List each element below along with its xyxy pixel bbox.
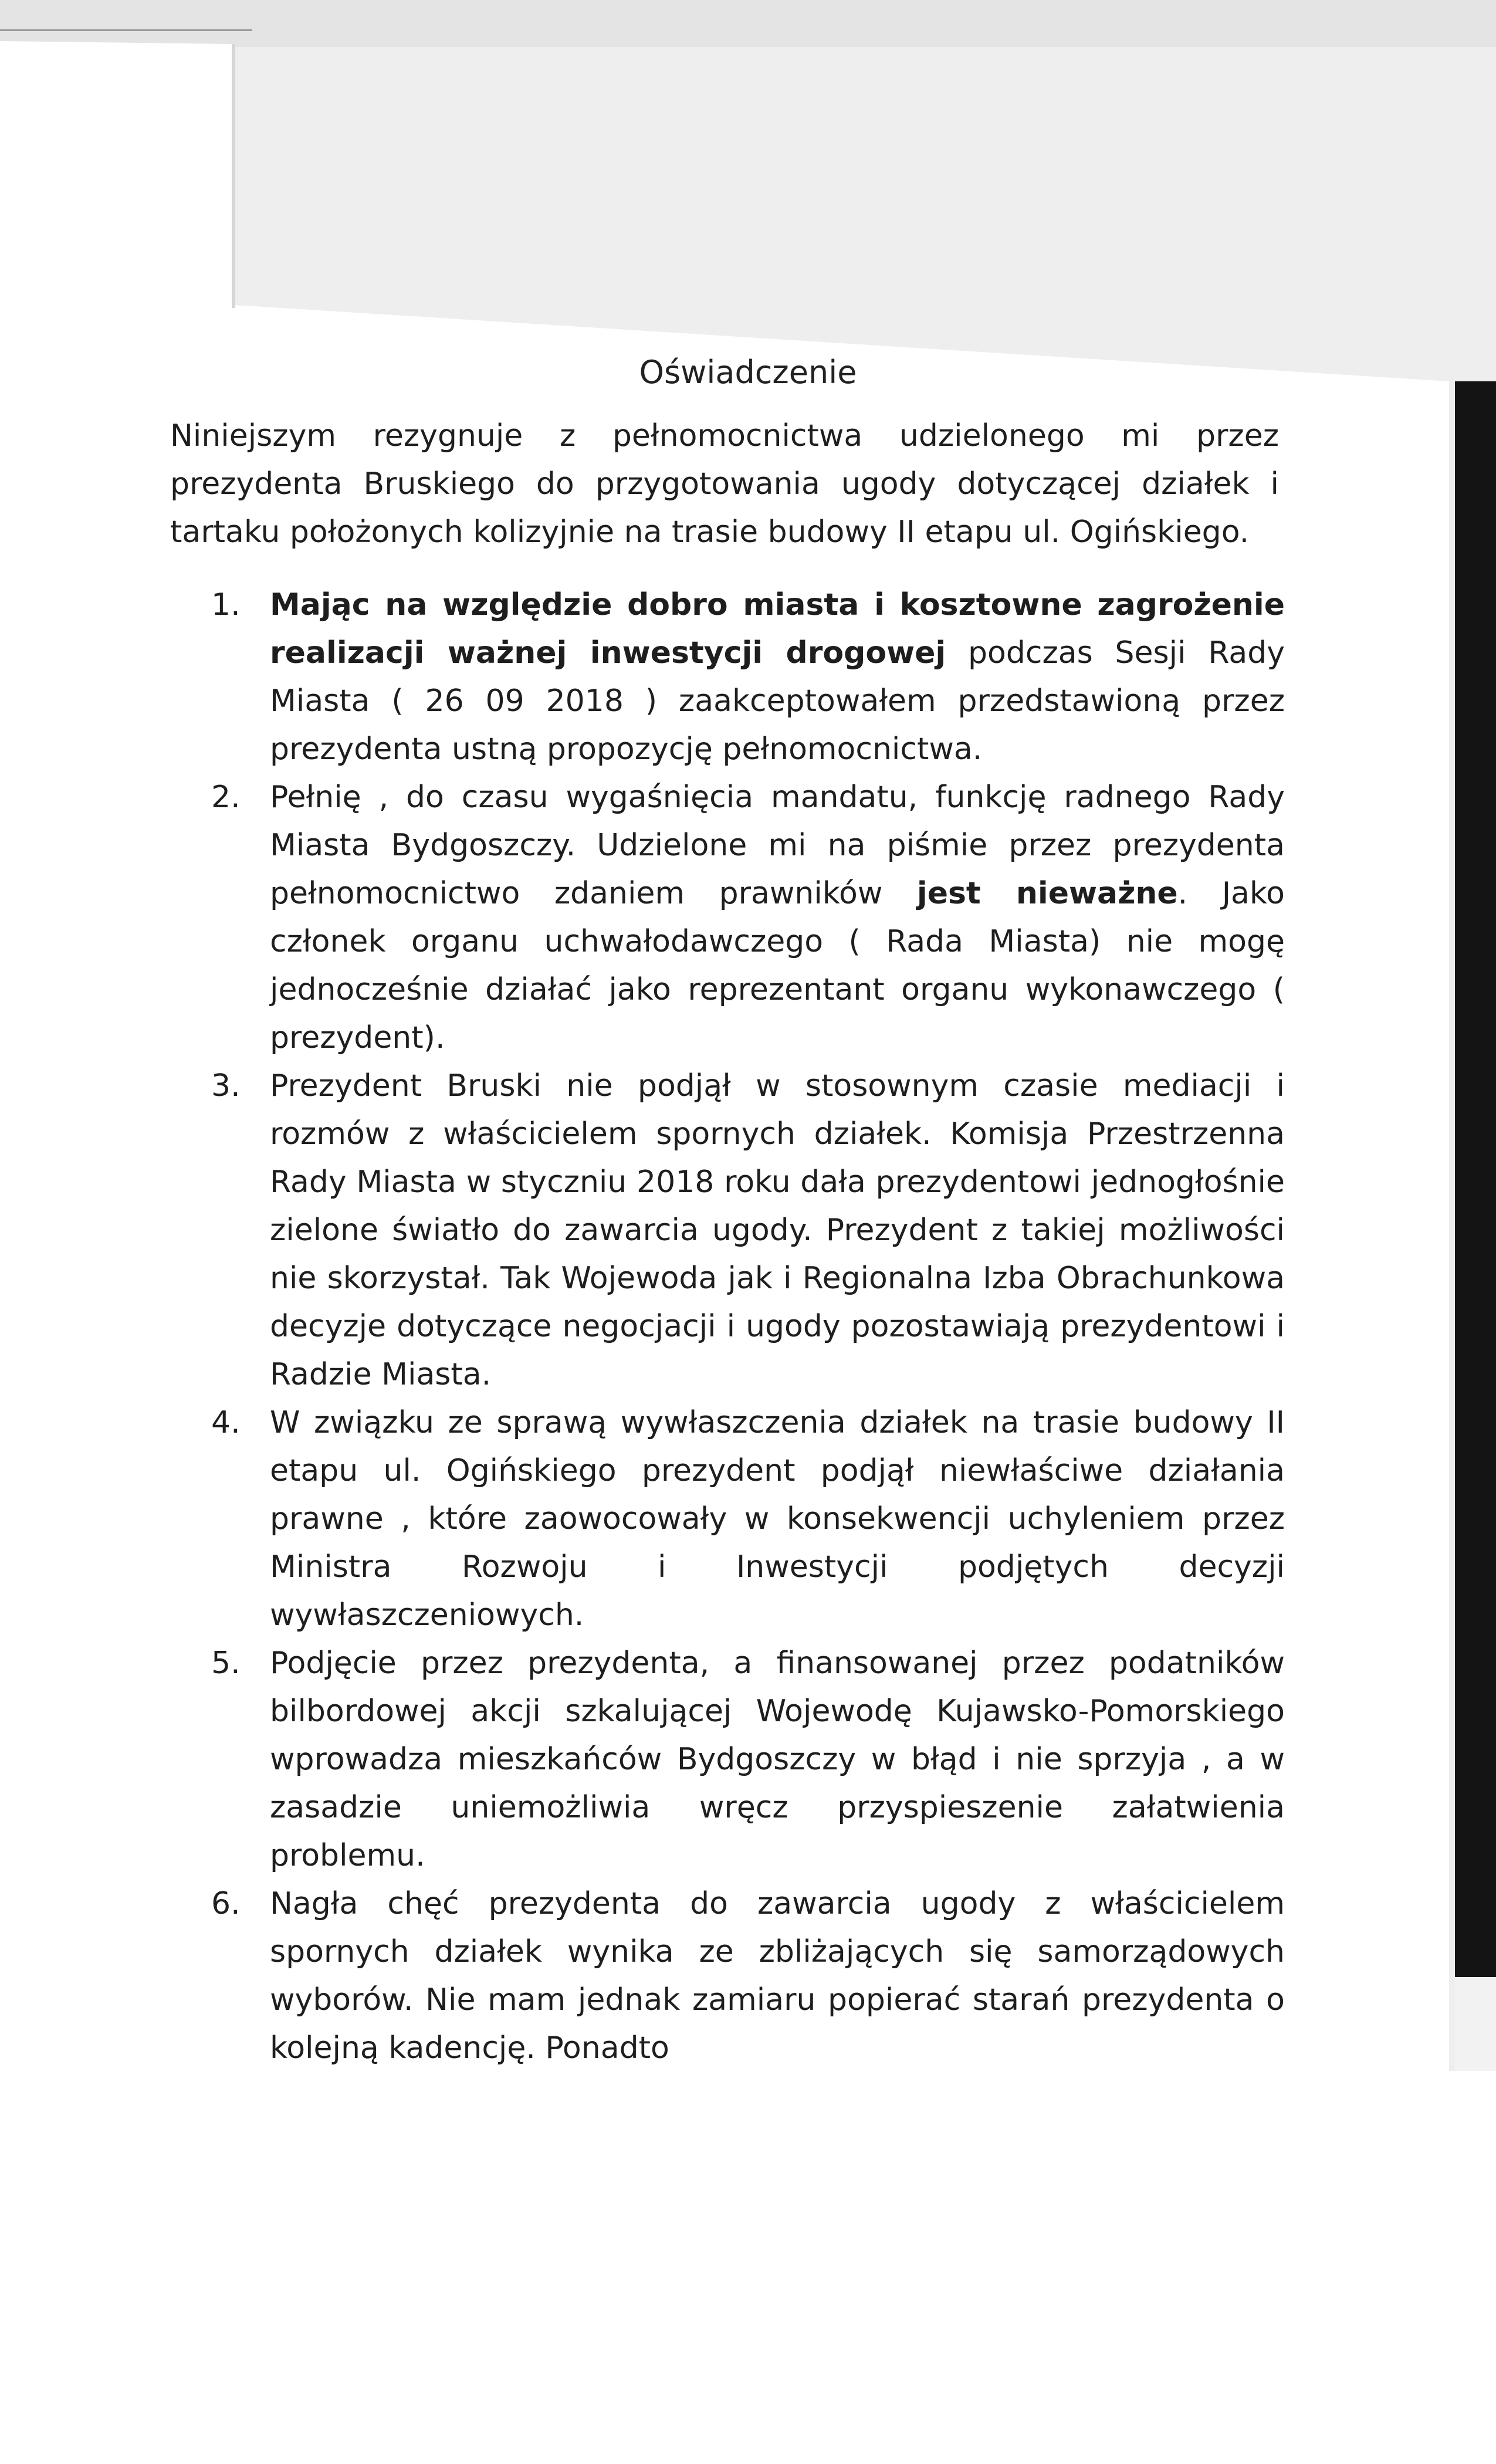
item-text: W związku ze sprawą wywłaszczenia działek na trasie budowy II etapu ul. Ogińskiego prezydent podjął niewłaściwe działania prawne , które zaowocowały w konsekwencji uchyleniem przez Ministra Rozwoju i Inwestycji podjętych decyzji wywłaszczeniowych. xyxy=(270,1405,1285,1633)
item-bold-text: Mając na względzie dobro miasta i kosztowne zagrożenie realizacji ważnej inwestycji drogowej xyxy=(270,587,1285,671)
scan-right-border xyxy=(1455,381,1496,2071)
item-number: 2. xyxy=(211,780,241,815)
scan-right-border-gap xyxy=(1455,1977,1496,2071)
paper-fold-edge xyxy=(232,44,235,308)
item-number: 6. xyxy=(211,1886,241,1921)
item-number: 5. xyxy=(211,1646,241,1681)
item-text: . Jako członek organu uchwałodawczego ( Rada Miasta) nie mogę jednocześnie działać jako reprezentant organu wykonawczego ( prezydent). xyxy=(270,876,1285,1055)
document-title: Oświadczenie xyxy=(639,354,857,391)
list-item xyxy=(211,1880,1285,2072)
item-text: podczas Sesji Rady Miasta ( 26 09 2018 ) zaakceptowałem przedstawioną przez prezydenta ustną propozycję pełnomocnictwa. xyxy=(270,635,1285,767)
list-item xyxy=(211,1399,1285,1639)
list-item xyxy=(211,773,1285,1062)
item-text: Nagła chęć prezydenta do zawarcia ugody z właścicielem spornych działek wynika ze zbliżających się samorządowych wyborów. Nie mam jednak zamiaru popierać starań prezydenta o kolejną kadencję. Ponadto xyxy=(270,1886,1285,2066)
scan-top-shadow xyxy=(0,0,1496,47)
paper-corner-edge xyxy=(0,29,252,31)
item-number: 4. xyxy=(211,1405,241,1440)
item-number: 3. xyxy=(211,1068,241,1104)
statement-list xyxy=(211,581,1285,2072)
item-text: Pełnię , do czasu wygaśnięcia mandatu, funkcję radnego Rady Miasta Bydgoszczy. Udzielone mi na piśmie przez prezydenta pełnomocnictwo zdaniem prawników xyxy=(270,780,1285,911)
item-text: Prezydent Bruski nie podjął w stosownym czasie mediacji i rozmów z właścicielem spornych działek. Komisja Przestrzenna Rady Miasta w styczniu 2018 roku dała prezydentowi jednogłośnie zielone światło do zawarcia ugody. Prezydent z takiej możliwości nie skorzystał. Tak Wojewoda jak i Regionalna Izba Obrachunkowa decyzje dotyczące negocjacji i ugody pozostawiają prezydentowi i Radzie Miasta. xyxy=(270,1068,1285,1392)
item-number: 1. xyxy=(211,587,241,622)
intro-paragraph: Niniejszym rezygnuje z pełnomocnictwa udzielonego mi przez prezydenta Bruskiego do przygotowania ugody dotyczącej działek i tartaku położonych kolizyjnie na trasie budowy II etapu ul. Ogińskiego. xyxy=(170,418,1279,550)
item-bold-text: jest nieważne xyxy=(916,876,1178,911)
list-item xyxy=(211,581,1285,773)
list-item xyxy=(211,1062,1285,1399)
item-text: Podjęcie przez prezydenta, a finansowanej przez podatników bilbordowej akcji szkalującej Wojewodę Kujawsko-Pomorskiego wprowadza mieszkańców Bydgoszczy w błąd i nie sprzyja , a w zasadzie uniemożliwia wręcz przyspieszenie załatwienia problemu. xyxy=(270,1646,1285,1873)
list-item xyxy=(211,1639,1285,1880)
